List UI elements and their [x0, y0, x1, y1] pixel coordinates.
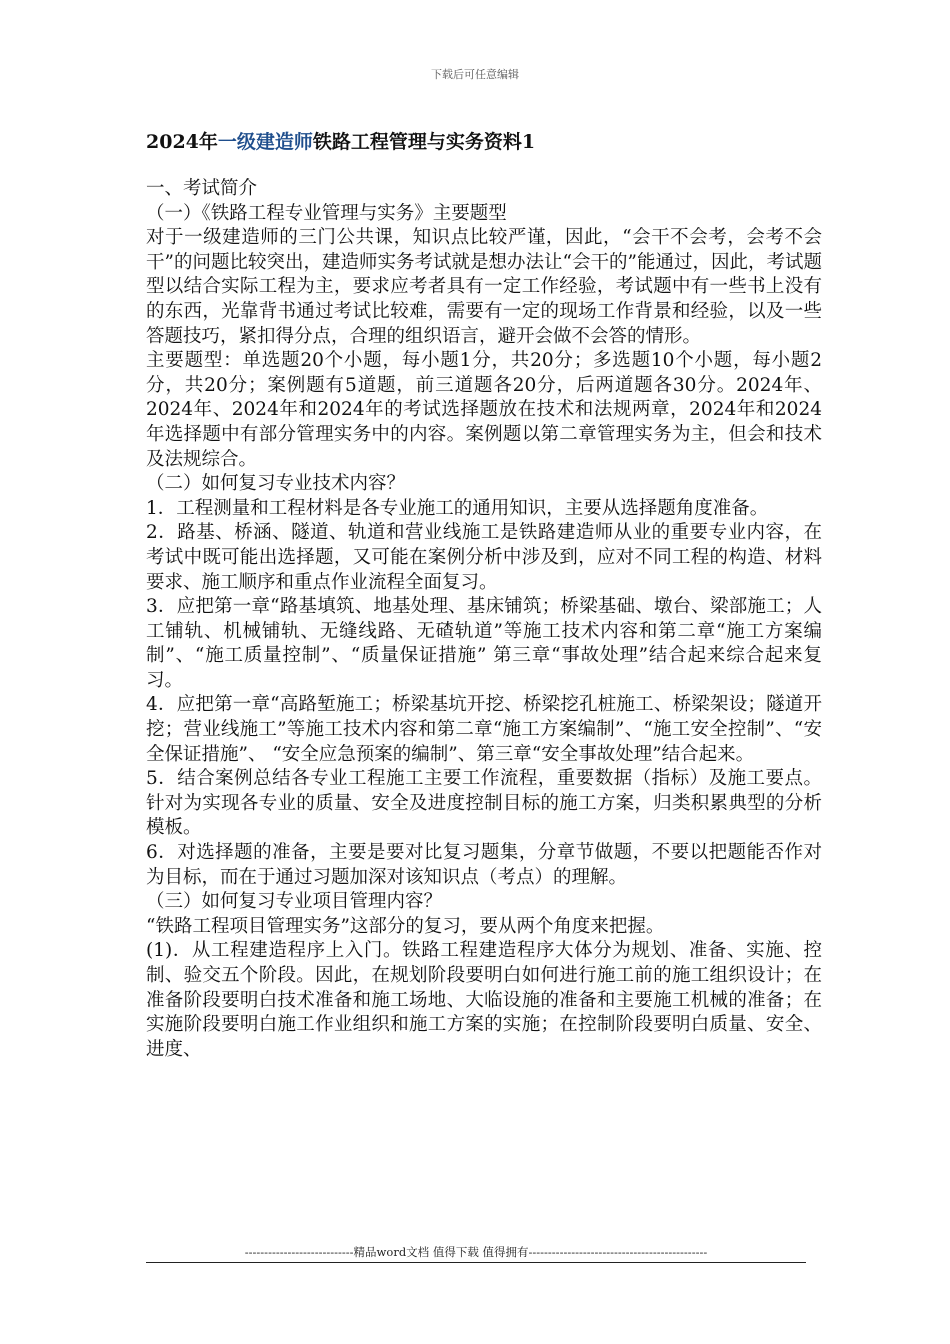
section-heading: 一、考试简介: [146, 178, 258, 199]
paragraph: 3．应把第一章“路基填筑、地基处理、基床铺筑；桥梁基础、墩台、梁部施工；人工铺轨、机械铺轨、无缝线路、无碴轨道”等施工技术内容和第二章“施工方案编制”、“施工质量控制”、“质量保证措施” 第三章“事故处理”结合起来综合起来复习。: [146, 596, 822, 691]
paragraph: 对于一级建造师的三门公共课，知识点比较严谨，因此，“会干不会考，会考不会干”的问题比较突出，建造师实务考试就是想办法让“会干的”能通过，因此，考试题型以结合实际工程为主，要求应考者具有一定工作经验，考试题中有一些书上没有的东西，光靠背书通过考试比较难，需要有一定的现场工作背景和经验，以及一些答题技巧，紧扣得分点，合理的组织语言，避开会做不会答的情形。: [146, 227, 822, 347]
section-heading: （二）如何复习专业技术内容？: [146, 473, 406, 495]
title-prefix: 2024年: [146, 131, 218, 153]
paragraph: 主要题型：单选题20个小题，每小题1分，共20分；多选题10个小题，每小题2分，共20分；案例题有5道题，前三道题各20分，后两道题各30分。2024年、2024年、2024年和2024年的考试选择题放在技术和法规两章，2024年和2024年选择题中有部分管理实务中的内容。案例题以第二章管理实务为主，但会和技术及法规综合。: [146, 350, 822, 470]
paragraph: 2．路基、桥涵、隧道、轨道和营业线施工是铁路建造师从业的重要专业内容，在考试中既可能出选择题，又可能在案例分析中涉及到，应对不同工程的构造、材料要求、施工顺序和重点作业流程全面复习。: [146, 522, 822, 593]
section-heading: （一）《铁路工程专业管理与实务》主要题型: [146, 202, 507, 224]
footer-divider: [146, 1262, 806, 1263]
page-header: 下载后可任意编辑: [431, 68, 519, 81]
section-heading: （三）如何复习专业项目管理内容？: [146, 891, 443, 913]
paragraph: (1)．从工程建造程序上入门。铁路工程建造程序大体分为规划、准备、实施、控制、验交五个阶段。因此，在规划阶段要明白如何进行施工前的施工组织设计；在准备阶段要明白技术准备和施工场地、大临设施的准备和主要施工机械的准备；在实施阶段要明白施工作业组织和施工方案的实施；在控制阶段要明白质量、安全、进度、: [146, 940, 822, 1060]
document-title: [146, 127, 826, 154]
paragraph: “铁路工程项目管理实务”这部分的复习，要从两个角度来把握。: [146, 915, 665, 937]
paragraph: 1．工程测量和工程材料是各专业施工的通用知识，主要从选择题角度准备。: [146, 497, 769, 519]
title-suffix: 铁路工程管理与实务资料1: [312, 131, 536, 153]
page-footer: ----------------------------精品word文档 值得下载 值得拥有----------------------------------------------: [244, 1245, 708, 1259]
paragraph: 5．结合案例总结各专业工程施工主要工作流程，重要数据（指标）及施工要点。针对为实现各专业的质量、安全及进度控制目标的施工方案，归类积累典型的分析模板。: [146, 768, 822, 839]
paragraph: 6．对选择题的准备，主要是要对比复习题集，分章节做题，不要以把题能否作对为目标，而在于通过习题加深对该知识点（考点）的理解。: [146, 842, 822, 888]
title-link[interactable]: 一级建造师: [217, 131, 313, 153]
paragraph: 4．应把第一章“高路堑施工；桥梁基坑开挖、桥梁挖孔桩施工、桥梁架设；隧道开挖；营业线施工”等施工技术内容和第二章“施工方案编制”、“施工安全控制”、“安全保证措施”、 “安全应急预案的编制”、第三章“安全事故处理”结合起来。: [146, 694, 822, 765]
document-body: [146, 177, 822, 1062]
